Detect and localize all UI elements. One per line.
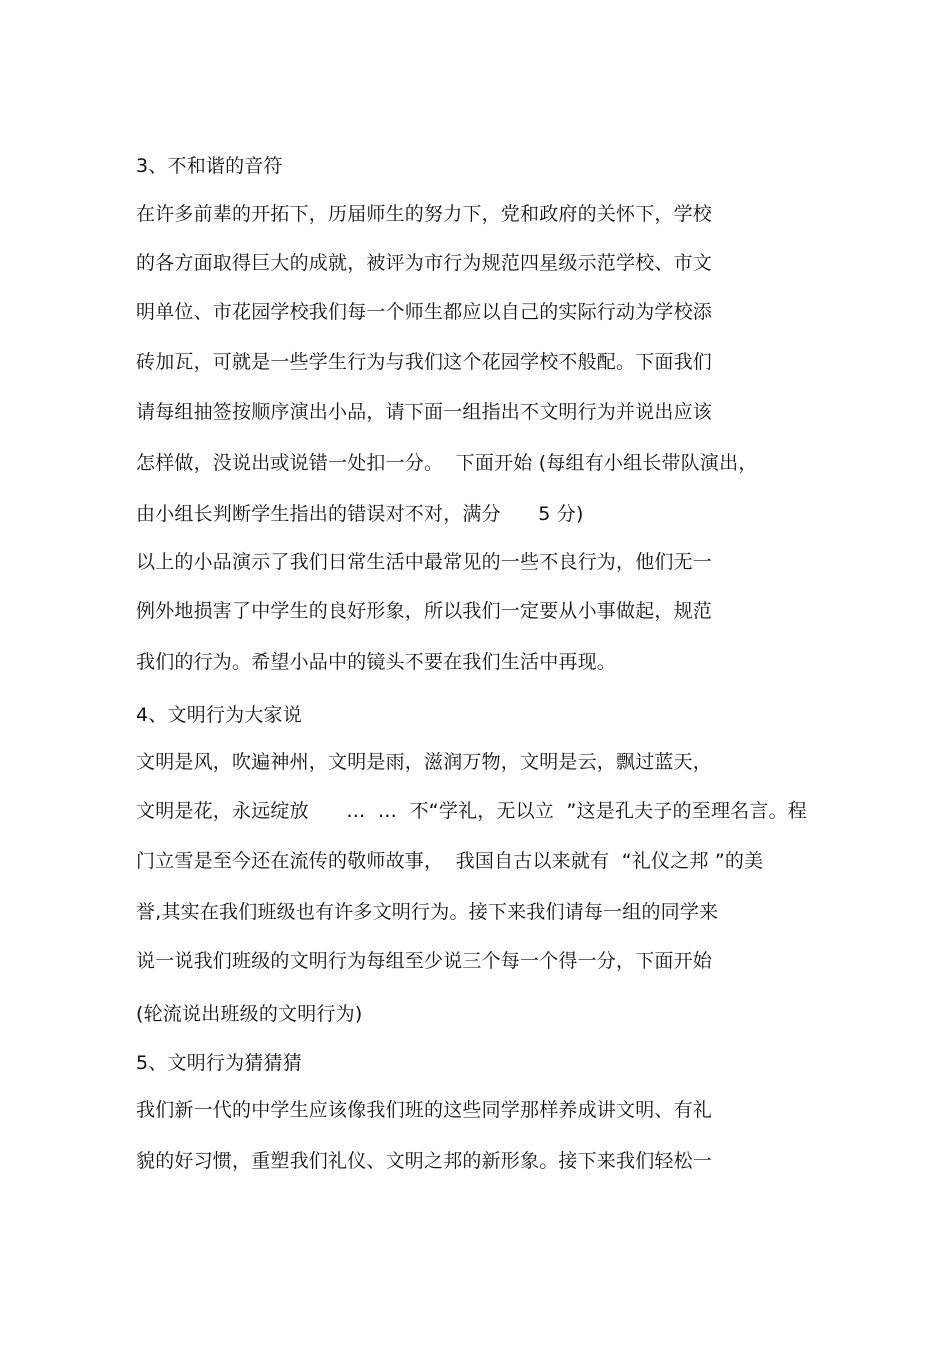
paragraph-line: (轮流说出班级的文明行为) — [136, 1003, 363, 1025]
paragraph-line: 砖加瓦，可就是一些学生行为与我们这个花园学校不般配。下面我们 — [136, 351, 713, 373]
paragraph-line: 门立雪是至今还在流传的敬师故事， 我国自古以来就有 “礼仪之邦 ”的美 — [136, 850, 764, 872]
paragraph-line: 说一说我们班级的文明行为每组至少说三个每一个得一分，下面开始 — [136, 950, 713, 972]
paragraph-line: 怎样做，没说出或说错一处扣一分。 下面开始 (每组有小组长带队演出， — [136, 452, 758, 474]
paragraph-line: 誉,其实在我们班级也有许多文明行为。接下来我们请每一组的同学来 — [136, 901, 719, 923]
section-heading-5: 5、文明行为猜猜猜 — [136, 1052, 302, 1074]
paragraph-line: 貌的好习惯，重塑我们礼仪、文明之邦的新形象。接下来我们轻松一 — [136, 1150, 713, 1172]
paragraph-line: 由小组长判断学生指出的错误对不对，满分 5 分) — [136, 503, 584, 525]
paragraph-line: 文明是风，吹遍神州，文明是雨，滋润万物，文明是云，飘过蓝天， — [136, 751, 713, 773]
paragraph-line: 明单位、市花园学校我们每一个师生都应以自己的实际行动为学校添 — [136, 301, 713, 323]
section-heading-4: 4、文明行为大家说 — [136, 704, 302, 726]
paragraph-line: 文明是花，永远绽放 … … 不“学礼，无以立 ”这是孔夫子的至理名言。程 — [136, 800, 807, 822]
section-heading-3: 3、不和谐的音符 — [136, 155, 283, 177]
paragraph-line: 我们新一代的中学生应该像我们班的这些同学那样养成讲文明、有礼 — [136, 1099, 713, 1121]
paragraph-line: 的各方面取得巨大的成就，被评为市行为规范四星级示范学校、市文 — [136, 252, 713, 274]
paragraph-line: 在许多前辈的开拓下，历届师生的努力下，党和政府的关怀下，学校 — [136, 203, 713, 225]
paragraph-line: 我们的行为。希望小品中的镜头不要在我们生活中再现。 — [136, 651, 617, 673]
paragraph-line: 请每组抽签按顺序演出小品，请下面一组指出不文明行为并说出应该 — [136, 401, 713, 423]
paragraph-line: 以上的小品演示了我们日常生活中最常见的一些不良行为，他们无一 — [136, 551, 713, 573]
paragraph-line: 例外地损害了中学生的良好形象，所以我们一定要从小事做起，规范 — [136, 600, 713, 622]
